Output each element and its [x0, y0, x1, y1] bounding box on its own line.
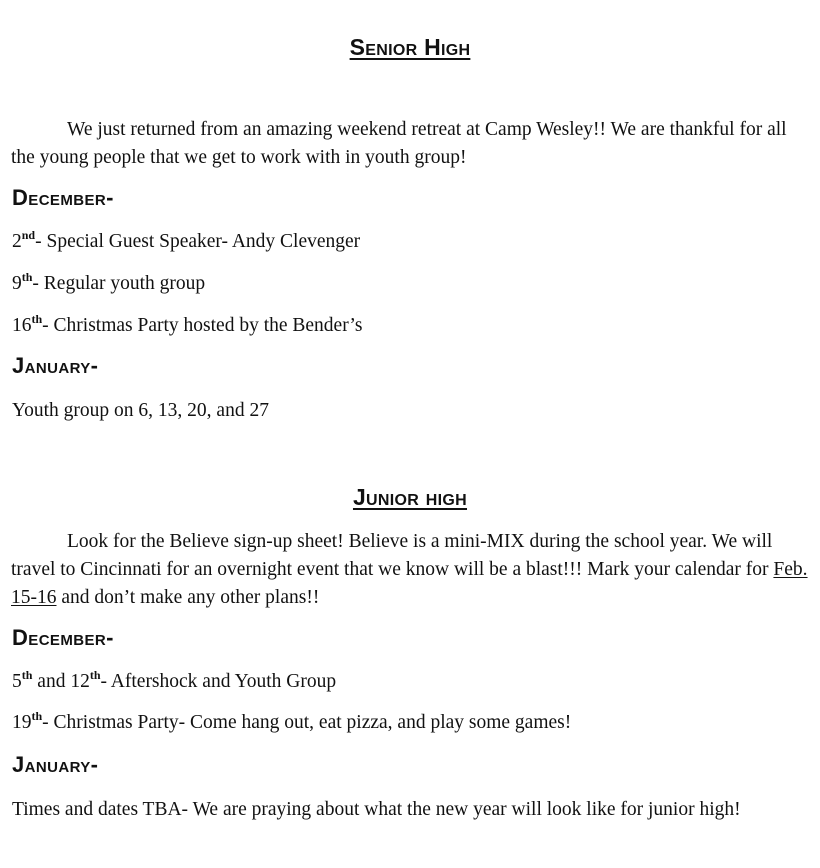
- item-text: - Aftershock and Youth Group: [100, 671, 337, 692]
- date-number: 9: [12, 273, 22, 294]
- date-suffix: th: [21, 667, 33, 682]
- date-number: and 12: [32, 671, 90, 692]
- junior-high-intro: [11, 528, 813, 612]
- junior-december-heading: December-: [12, 625, 114, 650]
- underlined-date: Feb. 15-16: [11, 559, 808, 608]
- senior-december-item: [12, 270, 812, 298]
- date-number: 2: [12, 231, 22, 252]
- date-suffix: th: [21, 269, 33, 284]
- date-suffix: th: [31, 708, 43, 723]
- date-suffix: th: [89, 667, 101, 682]
- senior-january-heading: January-: [12, 353, 99, 378]
- date-suffix: th: [31, 311, 43, 326]
- junior-january-heading: January-: [12, 752, 99, 777]
- senior-high-title: Senior High: [349, 34, 471, 60]
- date-number: 5: [12, 671, 22, 692]
- senior-december-item: [12, 312, 812, 340]
- date-number: 19: [12, 712, 32, 733]
- senior-january-text: Youth group on 6, 13, 20, and 27: [12, 400, 269, 421]
- senior-high-intro: We just returned from an amazing weekend retreat at Camp Wesley!! We are thankful for all the young people that we get to work with in youth group!: [11, 119, 787, 168]
- intro-text: Look for the Believe sign-up sheet! Believe is a mini-MIX during the school year. We will travel to Cincinnati for an overnight event that we know will be a blast!!! Mark your calendar for: [11, 531, 774, 580]
- intro-text-end: and don’t make any other plans!!: [56, 587, 320, 608]
- junior-december-item: [12, 668, 812, 696]
- date-number: 16: [12, 315, 32, 336]
- date-suffix: nd: [21, 227, 36, 242]
- junior-december-item: [12, 709, 812, 737]
- item-text: - Regular youth group: [32, 273, 206, 294]
- junior-january-text: Times and dates TBA- We are praying about what the new year will look like for junior high!: [12, 799, 741, 820]
- senior-december-item: [12, 228, 812, 256]
- item-text: - Christmas Party hosted by the Bender’s: [42, 315, 363, 336]
- senior-december-heading: December-: [12, 185, 114, 210]
- item-text: - Christmas Party- Come hang out, eat pizza, and play some games!: [42, 712, 572, 733]
- item-text: - Special Guest Speaker- Andy Clevenger: [35, 231, 361, 252]
- junior-high-title: Junior high: [352, 484, 468, 510]
